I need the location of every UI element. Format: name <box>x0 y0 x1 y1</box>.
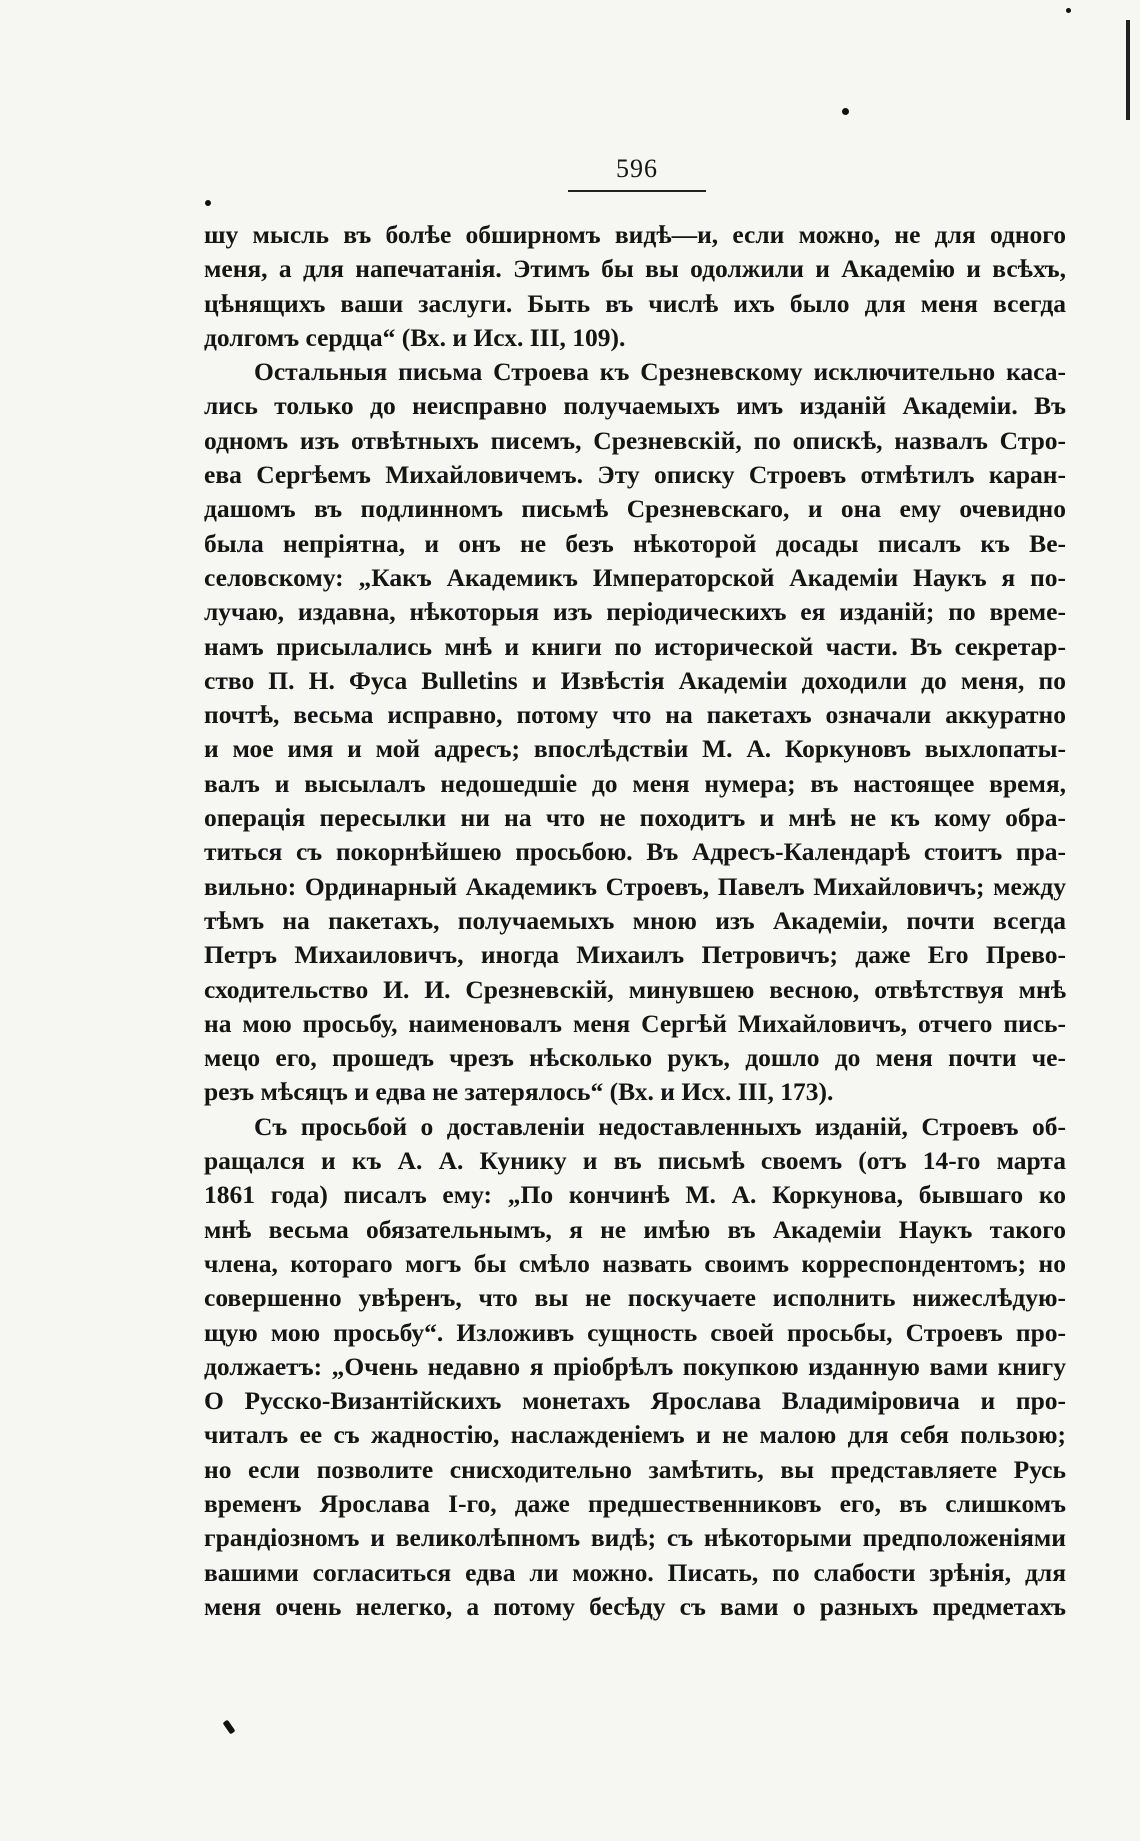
text-line: дашомъ въ подлинномъ письмѣ Срезневскаго, и она ему очевидно <box>204 494 1066 524</box>
text-line: читалъ ее съ жадностію, наслажденіемъ и не малою для себя пользою; <box>204 1420 1066 1450</box>
text-line: лись только до неисправно получаемыхъ имъ изданій Академіи. Въ <box>204 391 1066 421</box>
text-line: операція пересылки ни на что не походитъ и мнѣ не къ кому обра- <box>204 803 1066 833</box>
body-text <box>204 218 1066 1624</box>
text-line: намъ присылались мнѣ и книги по исторической части. Въ секретар- <box>204 631 1066 661</box>
page-number: 596 <box>616 154 658 183</box>
text-line: одномъ изъ отвѣтныхъ писемъ, Срезневскій, по опискѣ, назвалъ Стро- <box>204 425 1066 455</box>
scan-speck <box>842 108 849 115</box>
text-line: лучаю, издавна, нѣкоторыя изъ періодическихъ ея изданій; по време- <box>204 597 1066 627</box>
text-line: временъ Ярослава I-го, даже предшественниковъ его, въ слишкомъ <box>204 1488 1066 1518</box>
text-line: и мое имя и мой адресъ; впослѣдствіи М. А. Коркуновъ выхлопаты- <box>204 734 1066 764</box>
text-line: но если позволите снисходительно замѣтить, вы представляете Русь <box>204 1454 1066 1484</box>
text-line: титься съ покорнѣйшею просьбою. Въ Адресъ-Календарѣ стоитъ пра- <box>204 837 1066 867</box>
text-line: грандіозномъ и великолѣпномъ видѣ; съ нѣкоторыми предположеніями <box>204 1523 1066 1553</box>
text-line: валъ и высылалъ недошедшіе до меня нумера; въ настоящее время, <box>204 768 1066 798</box>
text-line: 1861 года) писалъ ему: „По кончинѣ М. А. Коркунова, бывшаго ко <box>204 1180 1066 1210</box>
text-line: резъ мѣсяцъ и едва не затерялось“ (Вх. и Исх. III, 173). <box>204 1077 834 1107</box>
text-line: Остальныя письма Строева къ Срезневскому исключительно каса- <box>254 357 1066 387</box>
scan-speck <box>223 1720 236 1735</box>
text-line: почтѣ, весьма исправно, потому что на пакетахъ означали аккуратно <box>204 700 1066 730</box>
text-line: совершенно увѣренъ, что вы не поскучаете исполнить нижеслѣдую- <box>204 1283 1066 1313</box>
text-line: Петръ Михаиловичъ, иногда Михаилъ Петровичъ; даже Его Прево- <box>204 940 1066 970</box>
scan-edge-mark <box>1126 20 1130 120</box>
text-line: ева Сергѣемъ Михайловичемъ. Эту описку Строевъ отмѣтилъ каран- <box>204 460 1066 490</box>
text-line: Съ просьбой о доставленіи недоставленныхъ изданій, Строевъ об- <box>254 1111 1066 1141</box>
text-line: шу мысль въ болѣе обширномъ видѣ—и, если можно, не для одного <box>204 220 1066 249</box>
scan-speck <box>205 200 211 206</box>
text-line: вашими согласиться едва ли можно. Писать, по слабости зрѣнія, для <box>204 1557 1066 1587</box>
text-line: вильно: Ординарный Академикъ Строевъ, Павелъ Михайловичъ; между <box>204 871 1066 901</box>
header-rule <box>568 190 706 192</box>
text-line: была непріятна, и онъ не безъ нѣкоторой досады писалъ къ Ве- <box>204 528 1066 558</box>
text-line: щую мою просьбу“. Изложивъ сущность своей просьбы, Строевъ про- <box>204 1317 1066 1347</box>
text-line: меня, а для напечатанія. Этимъ бы вы одолжили и Академію и всѣхъ, <box>204 254 1066 284</box>
text-line: мецо его, прошедъ чрезъ нѣсколько рукъ, дошло до меня почти че- <box>204 1043 1066 1073</box>
text-line: цѣнящихъ ваши заслуги. Быть въ числѣ ихъ было для меня всегда <box>204 288 1066 318</box>
text-line: сходительство И. И. Срезневскій, минувшею весною, отвѣтствуя мнѣ <box>204 974 1066 1004</box>
scan-speck <box>1066 8 1071 13</box>
text-line: ращался и къ А. А. Кунику и въ письмѣ своемъ (отъ 14-го марта <box>204 1146 1066 1176</box>
text-line: тѣмъ на пакетахъ, получаемыхъ мною изъ Академіи, почти всегда <box>204 905 1066 935</box>
text-line: меня очень нелегко, а потому бесѣду съ вами о разныхъ предметахъ <box>204 1591 1066 1621</box>
text-line: на мою просьбу, наименовалъ меня Сергѣй Михайловичъ, отчего пись- <box>204 1008 1066 1038</box>
text-line: члена, котораго могъ бы смѣло назвать своимъ корреспондентомъ; но <box>204 1248 1066 1278</box>
text-line: долгомъ сердца“ (Вх. и Исх. III, 109). <box>204 322 626 352</box>
text-line: О Русско-Византійскихъ монетахъ Ярослава Владиміровича и про- <box>204 1386 1066 1416</box>
text-line: ство П. Н. Фуса Bulletins и Извѣстія Академіи доходили до меня, по <box>204 665 1066 695</box>
text-line: должаетъ: „Очень недавно я пріобрѣлъ покупкою изданную вами книгу <box>204 1351 1066 1381</box>
text-line: мнѣ весьма обязательнымъ, я не имѣю въ Академіи Наукъ такого <box>204 1214 1066 1244</box>
text-line: селовскому: „Какъ Академикъ Императорской Академіи Наукъ я по- <box>204 562 1066 592</box>
